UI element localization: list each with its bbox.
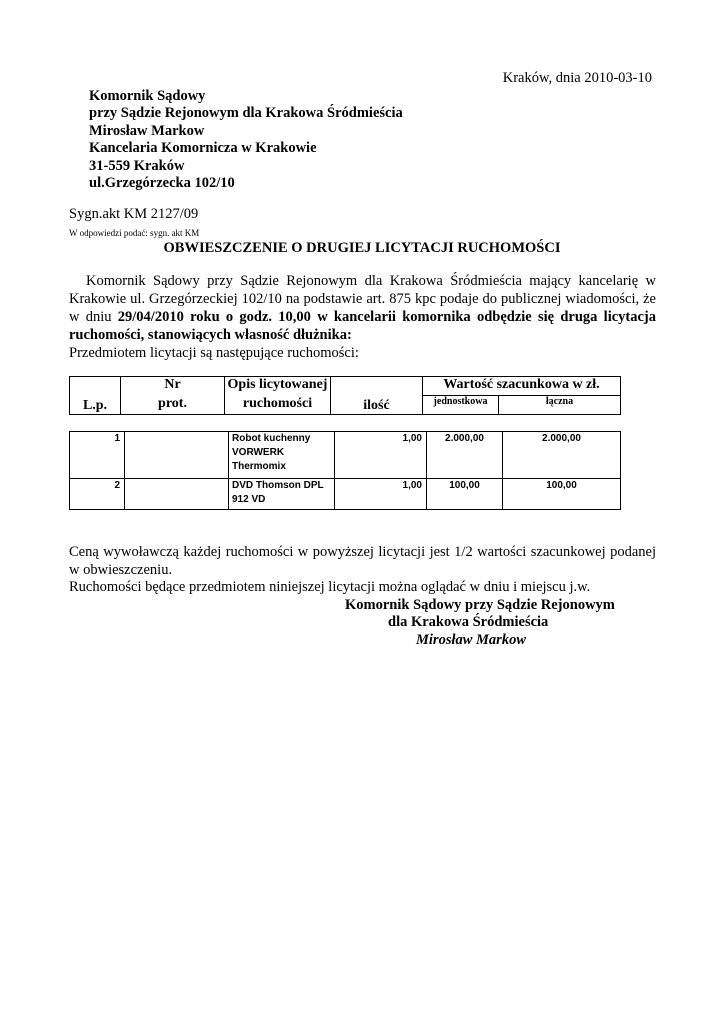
- signature-name: Mirosław Markow: [416, 632, 526, 648]
- row-qty: 1,00: [335, 432, 427, 479]
- document-date: Kraków, dnia 2010-03-10: [502, 70, 652, 86]
- header-wartosc: Wartość szacunkowa w zł.: [423, 377, 621, 396]
- row-total-value: 2.000,00: [503, 432, 621, 479]
- case-reference: Sygn.akt KM 2127/09: [69, 206, 199, 222]
- row-nr: [125, 432, 229, 479]
- description-line: DVD Thomson DPL: [232, 480, 324, 491]
- announcement-text: Komornik Sądowy przy Sądzie Rejonowym dla Krakowa Śródmieścia mający kancelarię w Krakowie ul. Grzegórzeckiej 102/10 na podstawie art. 875 kpc podaje do publicznej wiadomości, że w dniu: [69, 273, 656, 325]
- header-opis: Opis licytowanej: [225, 377, 331, 396]
- row-description: [229, 479, 335, 510]
- items-intro: Przedmiotem licytacji są następujące ruchomości:: [69, 345, 359, 361]
- sender-line: Mirosław Markow: [89, 122, 205, 139]
- sender-line: ul.Grzegórzecka 102/10: [89, 175, 235, 192]
- table-row: [70, 479, 621, 510]
- description-line: VORWERK: [232, 447, 285, 458]
- header-laczna: łączna: [499, 396, 621, 415]
- announcement-paragraph: [69, 272, 656, 344]
- items-table: [69, 431, 621, 510]
- items-table-header: [69, 376, 621, 415]
- header-ilosc: ilość: [331, 377, 423, 415]
- reply-note: W odpowiedzi podać: sygn. akt KM: [69, 228, 200, 238]
- description-line: 912 VD: [232, 494, 266, 505]
- table-row: [70, 432, 621, 479]
- header-prot: prot.: [121, 396, 225, 415]
- auction-details: 29/04/2010 roku o godz. 10,00 w kancelarii komornika odbędzie się druga licytacja ruchomości, stanowiących własność dłużnika:: [69, 309, 657, 343]
- row-unit-value: 2.000,00: [427, 432, 503, 479]
- row-unit-value: 100,00: [427, 479, 503, 510]
- sender-line: Kancelaria Komornicza w Krakowie: [89, 140, 317, 157]
- sender-line: przy Sądzie Rejonowym dla Krakowa Śródmieścia: [89, 105, 403, 122]
- sender-line: 31-559 Kraków: [89, 157, 185, 174]
- viewing-note: Ruchomości będące przedmiotem niniejszej licytacji można oglądać w dniu i miejscu j.w.: [69, 579, 591, 595]
- row-lp: 2: [70, 479, 125, 510]
- header-jednostkowa: jednostkowa: [423, 396, 499, 415]
- row-qty: 1,00: [335, 479, 427, 510]
- description-line: Thermomix: [232, 461, 286, 472]
- row-lp: 1: [70, 432, 125, 479]
- closing-paragraph: [69, 544, 656, 597]
- row-nr: [125, 479, 229, 510]
- document-title: OBWIESZCZENIE O DRUGIEJ LICYTACJI RUCHOMOŚCI: [163, 240, 561, 256]
- starting-price-note: Ceną wywoławczą każdej ruchomości w powyższej licytacji jest 1/2 wartości szacunkowej podanej w obwieszczeniu.: [69, 544, 656, 578]
- header-nr: Nr: [121, 377, 225, 396]
- sender-line: Komornik Sądowy: [89, 88, 206, 104]
- signature-line: dla Krakowa Śródmieścia: [388, 614, 549, 630]
- row-total-value: 100,00: [503, 479, 621, 510]
- signature-line: Komornik Sądowy przy Sądzie Rejonowym: [345, 597, 615, 613]
- header-ruchomosci: ruchomości: [225, 396, 331, 415]
- header-lp: L.p.: [70, 377, 121, 415]
- description-line: Robot kuchenny: [232, 433, 311, 444]
- sender-block: [89, 88, 403, 192]
- row-description: [229, 432, 335, 479]
